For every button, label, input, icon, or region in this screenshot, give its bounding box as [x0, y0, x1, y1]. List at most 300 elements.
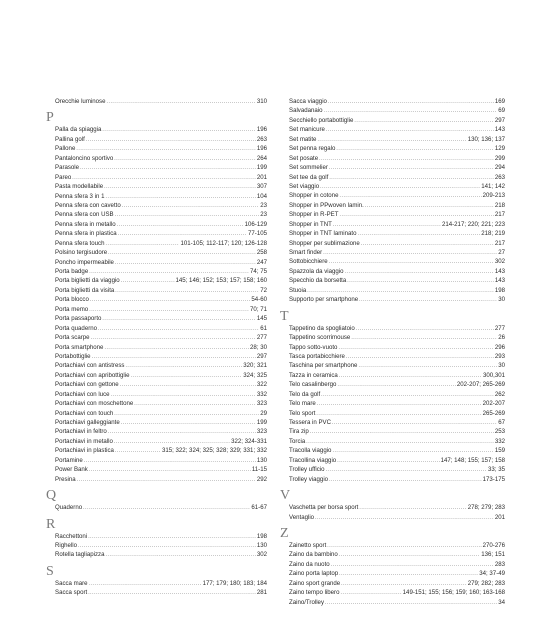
- entry-name: Set viaggio: [289, 182, 320, 190]
- entry-pages: 277: [256, 334, 267, 342]
- entry-pages: 315; 322; 324; 325; 328; 329; 331; 332: [161, 447, 267, 455]
- index-entry: [289, 333, 505, 342]
- entry-pages: 201: [256, 173, 267, 181]
- entry-pages: 265-269: [482, 409, 505, 417]
- entry-name: Telo sport: [289, 409, 316, 417]
- entry-name: Portachiavi in metallo: [55, 437, 113, 445]
- dot-leader: [78, 542, 256, 551]
- dot-leader: [80, 164, 256, 173]
- entry-name: Zainetto sport: [289, 541, 327, 549]
- index-entry: [289, 456, 505, 465]
- index-entry: [289, 550, 505, 559]
- dot-leader: [356, 325, 494, 334]
- entry-pages: 61: [260, 324, 267, 332]
- index-entry: [289, 267, 505, 276]
- entry-pages: 270-276: [482, 541, 505, 549]
- entry-pages: 130: [256, 456, 267, 464]
- entry-pages: 74; 75: [250, 268, 267, 275]
- dot-leader: [89, 580, 202, 589]
- dot-leader: [83, 504, 250, 513]
- entry-name: Sacca viaggio: [289, 98, 327, 105]
- entry-name: Telo da golf: [289, 390, 321, 398]
- dot-leader: [91, 334, 256, 343]
- entry-pages: 72: [260, 286, 267, 294]
- entry-name: Tracolla viaggio: [289, 447, 332, 455]
- index-entry: [55, 182, 267, 191]
- section-letter: Z: [280, 525, 289, 541]
- index-entry: [289, 569, 505, 578]
- entry-name: Power Bank: [55, 466, 88, 474]
- dot-leader: [359, 296, 497, 305]
- entry-pages: 33; 35: [488, 466, 505, 474]
- index-entry: [289, 588, 505, 597]
- index-entry: [289, 541, 505, 550]
- entry-name: Pareo: [55, 173, 72, 181]
- index-entry: [55, 97, 267, 106]
- dot-leader: [320, 183, 480, 192]
- entry-name: Porta biglietti da viaggio: [55, 277, 120, 285]
- entry-name: Polsino tergisudore: [55, 249, 108, 257]
- dot-leader: [359, 504, 466, 513]
- entry-name: Tazza in ceramica: [289, 371, 338, 379]
- dot-leader: [315, 514, 494, 523]
- index-entry: [289, 343, 505, 352]
- index-entry: [55, 267, 267, 276]
- entry-name: Porta scarpe: [55, 334, 90, 342]
- index-entry: [55, 418, 267, 427]
- entry-name: Zaino da nuoto: [289, 560, 330, 568]
- entry-pages: 332: [256, 390, 267, 398]
- entry-pages: 149-151; 155; 156; 159; 160; 163-168: [402, 589, 505, 597]
- dot-leader: [86, 136, 256, 145]
- dot-leader: [354, 117, 493, 126]
- dot-leader: [115, 287, 259, 296]
- index-entry: [55, 532, 267, 541]
- dot-leader: [358, 230, 481, 239]
- dot-leader: [104, 344, 249, 353]
- entry-pages: 54-60: [251, 296, 267, 304]
- dot-leader: [108, 249, 256, 258]
- entry-pages: 253: [494, 428, 505, 436]
- index-entry: [55, 409, 267, 418]
- dot-leader: [89, 466, 251, 475]
- entry-pages: 292: [256, 475, 267, 483]
- entry-pages: 145: [256, 315, 267, 323]
- index-entry: [289, 229, 505, 238]
- entry-name: Ventaglio: [289, 513, 315, 521]
- index-entry: [289, 446, 505, 455]
- entry-name: Smart finder: [289, 249, 323, 256]
- index-entry: [55, 248, 267, 257]
- entry-name: Set sommelier: [289, 164, 328, 172]
- entry-pages: 196: [256, 145, 267, 153]
- entry-name: Porta blocco: [55, 296, 89, 304]
- index-entry: [289, 154, 505, 163]
- entry-name: Spazzola da viaggio: [289, 267, 344, 275]
- index-entry: [55, 173, 267, 182]
- dot-leader: [131, 372, 243, 381]
- index-entry: [289, 116, 505, 125]
- index-entry: [55, 192, 267, 201]
- index-entry: [289, 191, 505, 200]
- entry-name: Portachiavi con antistress: [55, 362, 125, 370]
- entry-name: Trolley ufficio: [289, 466, 325, 474]
- index-column-left: [46, 97, 267, 598]
- index-entry: [289, 97, 505, 106]
- index-entry: [289, 286, 505, 295]
- index-entry: [55, 541, 267, 550]
- entry-pages: 332: [494, 437, 505, 445]
- entry-pages: 34: [498, 598, 505, 606]
- dot-leader: [106, 98, 255, 107]
- entry-pages: 27: [498, 249, 505, 256]
- section-letter: V: [280, 488, 291, 504]
- entry-name: Porta badge: [55, 268, 89, 275]
- entry-pages: 130: [256, 541, 267, 549]
- entry-name: Portachiavi con gettone: [55, 381, 119, 389]
- entry-name: Porta passaporto: [55, 315, 102, 323]
- entry-name: Secchiello portabottiglie: [289, 116, 354, 124]
- dot-leader: [317, 400, 482, 409]
- entry-name: Porta memo: [55, 305, 89, 313]
- entry-name: Zaino/Trolley: [289, 598, 324, 606]
- dot-leader: [114, 155, 256, 164]
- dot-leader: [340, 589, 401, 598]
- dot-leader: [134, 400, 256, 409]
- dot-leader: [339, 551, 480, 560]
- index-entry: [289, 513, 505, 522]
- entry-pages: 129: [494, 145, 505, 153]
- entry-name: Tappo sotto-vuoto: [289, 343, 338, 351]
- index-entry: [55, 371, 267, 380]
- entry-name: Set matite: [289, 135, 317, 143]
- dot-leader: [125, 362, 242, 371]
- entry-pages: 320; 321: [243, 362, 267, 370]
- entry-name: Pasta modellabile: [55, 183, 104, 191]
- dot-leader: [323, 249, 497, 258]
- entry-name: Quaderno: [55, 504, 83, 512]
- entry-name: Shopper in PPwoven lamin.: [289, 201, 364, 209]
- entry-pages: 23: [260, 201, 267, 209]
- entry-name: Sacca mare: [55, 579, 88, 587]
- dot-leader: [115, 447, 161, 456]
- entry-name: Shopper in TNT laminato: [289, 230, 357, 238]
- entry-name: Penna sfera in metallo: [55, 220, 116, 228]
- entry-name: Righello: [55, 541, 78, 549]
- entry-pages: 199: [256, 419, 267, 426]
- entry-pages: 77-105: [248, 230, 267, 238]
- entry-pages: 199: [256, 164, 267, 172]
- entry-pages: 145; 146; 152; 153; 157; 158; 160: [175, 277, 267, 285]
- index-entry: [55, 588, 267, 597]
- entry-name: Tappetino da spogliatoio: [289, 324, 355, 332]
- dot-leader: [120, 381, 256, 390]
- dot-leader: [347, 277, 494, 286]
- index-entry: [289, 390, 505, 399]
- index-entry: [55, 399, 267, 408]
- entry-pages: 104: [256, 192, 267, 200]
- index-entry: [55, 380, 267, 389]
- entry-name: Portachiavi con moschettone: [55, 400, 134, 408]
- entry-name: Taschina per smartphone: [289, 362, 358, 370]
- entry-pages: 302: [256, 551, 267, 559]
- dot-leader: [89, 306, 249, 315]
- entry-name: Portachiavi in plastica: [55, 447, 114, 455]
- entry-name: Portachiavi in feltro: [55, 428, 107, 436]
- entry-pages: 294: [494, 164, 505, 172]
- index-entry: [289, 276, 505, 285]
- entry-pages: 30: [498, 362, 505, 370]
- index-entry: [55, 456, 267, 465]
- index-entry: [55, 163, 267, 172]
- entry-pages: 300,301: [482, 371, 505, 379]
- index-entry: [55, 437, 267, 446]
- section-letter: S: [46, 563, 54, 579]
- index-entry: [55, 125, 267, 134]
- entry-pages: 278; 279; 283: [467, 504, 505, 512]
- index-entry: [55, 446, 267, 455]
- entry-pages: 297: [256, 352, 267, 360]
- index-entry: [289, 465, 505, 474]
- entry-name: Salvadanaio: [289, 107, 323, 115]
- entry-name: Pantaloncino sportivo: [55, 154, 114, 162]
- index-entry: [55, 465, 267, 474]
- entry-name: Shopper in cotone: [289, 192, 339, 200]
- dot-leader: [115, 259, 256, 268]
- index-entry: [289, 239, 505, 248]
- entry-name: Zaino tempo libero: [289, 589, 340, 597]
- dot-leader: [104, 183, 256, 192]
- entry-pages: 34; 37-49: [479, 570, 505, 578]
- entry-pages: 198: [494, 286, 505, 294]
- index-entry: [289, 371, 505, 380]
- dot-leader: [319, 155, 494, 164]
- entry-pages: 279; 282; 283: [467, 579, 505, 587]
- dot-leader: [105, 240, 179, 249]
- section-letter: T: [280, 308, 289, 324]
- index-entry: [289, 324, 505, 333]
- dot-leader: [332, 419, 497, 428]
- entry-pages: 29: [260, 409, 267, 417]
- entry-pages: 262: [494, 390, 505, 398]
- index-entry: [289, 352, 505, 361]
- entry-pages: 136; 151: [481, 551, 505, 559]
- index-entry: [289, 182, 505, 191]
- dot-leader: [310, 428, 494, 437]
- index-entry: [289, 418, 505, 427]
- entry-pages: 101-105; 112-117; 120; 126-128: [180, 239, 267, 247]
- dot-leader: [321, 391, 494, 400]
- index-entry: [55, 229, 267, 238]
- dot-leader: [358, 362, 497, 371]
- entry-pages: 130; 136; 137: [467, 135, 505, 143]
- index-entry: [55, 333, 267, 342]
- entry-name: Porta quaderno: [55, 324, 98, 332]
- dot-leader: [327, 542, 481, 551]
- entry-pages: 173-175: [482, 475, 505, 483]
- index-entry: [289, 437, 505, 446]
- entry-pages: 283: [494, 560, 505, 568]
- entry-name: Orecchie luminose: [55, 98, 106, 105]
- dot-leader: [317, 136, 466, 145]
- dot-leader: [329, 258, 494, 267]
- index-entry: [55, 324, 267, 333]
- entry-pages: 299: [494, 154, 505, 162]
- index-entry: [289, 475, 505, 484]
- entry-pages: 209-213: [482, 192, 505, 200]
- index-entry: [55, 305, 267, 314]
- index-entry: [55, 135, 267, 144]
- entry-name: Trolley viaggio: [289, 475, 329, 483]
- entry-pages: 147; 148; 155; 157; 158: [440, 456, 505, 464]
- entry-name: Specchio da borsetta: [289, 277, 347, 285]
- entry-name: Zaino da bambino: [289, 551, 338, 559]
- index-entry: [55, 579, 267, 588]
- entry-name: Rotella tagliapizza: [55, 551, 105, 559]
- section-letter: Q: [46, 488, 57, 504]
- entry-pages: 61-67: [251, 504, 267, 512]
- dot-leader: [351, 334, 497, 343]
- index-entry: [289, 125, 505, 134]
- dot-leader: [121, 277, 175, 286]
- entry-pages: 264: [256, 154, 267, 162]
- entry-name: Supporto per smartphone: [289, 296, 359, 304]
- entry-name: Shopper per sublimazione: [289, 239, 360, 247]
- entry-pages: 323: [256, 428, 267, 436]
- index-entry: [289, 220, 505, 229]
- index-entry: [55, 201, 267, 210]
- entry-pages: 277: [494, 324, 505, 332]
- entry-pages: 218; 219: [481, 230, 505, 238]
- dot-leader: [326, 466, 487, 475]
- entry-pages: 143: [494, 277, 505, 285]
- entry-pages: 196: [256, 126, 267, 134]
- entry-name: Tracollina viaggio: [289, 456, 337, 464]
- entry-pages: 296: [494, 343, 505, 351]
- entry-name: Tessera in PVC: [289, 419, 331, 426]
- entry-name: Stuoia: [289, 286, 307, 294]
- entry-name: Telo mare: [289, 400, 316, 408]
- index-entry: [289, 248, 505, 257]
- entry-pages: 177; 179; 180; 183; 184: [202, 579, 267, 587]
- index-entry: [289, 560, 505, 569]
- dot-leader: [105, 193, 255, 202]
- entry-pages: 70; 71: [250, 305, 267, 313]
- index-entry: [55, 475, 267, 484]
- dot-leader: [105, 551, 255, 560]
- entry-pages: 322; 324-331: [231, 437, 267, 445]
- entry-name: Portachiavi galleggiante: [55, 419, 120, 426]
- entry-name: Penna sfera in plastica: [55, 230, 117, 238]
- entry-name: Vaschetta per borsa sport: [289, 504, 359, 512]
- section-letter: R: [46, 516, 56, 532]
- index-entry: [55, 286, 267, 295]
- entry-pages: 69: [498, 107, 505, 115]
- entry-name: Penna sfera touch: [55, 239, 105, 247]
- entry-name: Presina: [55, 475, 76, 483]
- dot-leader: [90, 296, 251, 305]
- entry-pages: 263: [256, 135, 267, 143]
- dot-leader: [329, 476, 482, 485]
- entry-pages: 198: [256, 532, 267, 540]
- dot-leader: [338, 344, 493, 353]
- dot-leader: [337, 457, 439, 466]
- index-entry: [55, 258, 267, 267]
- entry-pages: 310: [256, 98, 267, 105]
- dot-leader: [88, 533, 256, 542]
- dot-leader: [114, 410, 259, 419]
- index-entry: [289, 163, 505, 172]
- entry-name: Tasca portabicchiere: [289, 352, 345, 360]
- entry-name: Poncho impermeabile: [55, 258, 114, 266]
- section-letter: P: [46, 110, 54, 126]
- entry-name: Porta smartphone: [55, 343, 104, 351]
- dot-leader: [306, 438, 494, 447]
- entry-pages: 217: [494, 239, 505, 247]
- index-entry: [289, 598, 505, 607]
- entry-name: Pallone: [55, 145, 76, 153]
- dot-leader: [102, 126, 255, 135]
- entry-pages: 281: [256, 589, 267, 597]
- entry-pages: 159: [494, 447, 505, 455]
- entry-pages: 106-129: [244, 220, 267, 228]
- dot-leader: [365, 202, 494, 211]
- entry-pages: 23: [260, 211, 267, 219]
- index-entry: [289, 579, 505, 588]
- index-entry: [289, 409, 505, 418]
- entry-pages: 302: [494, 258, 505, 266]
- entry-name: Set posate: [289, 154, 319, 162]
- index-entry: [289, 144, 505, 153]
- dot-leader: [77, 476, 256, 485]
- entry-pages: 30: [498, 296, 505, 304]
- index-entry: [55, 220, 267, 229]
- entry-name: Sacca sport: [55, 589, 88, 597]
- index-entry: [289, 399, 505, 408]
- entry-name: Portachiavi con apribottiglie: [55, 371, 130, 379]
- entry-pages: 293: [494, 352, 505, 360]
- entry-pages: 67: [498, 419, 505, 426]
- dot-leader: [346, 353, 494, 362]
- dot-leader: [337, 381, 455, 390]
- index-entry: [55, 361, 267, 370]
- entry-name: Penna sfera 3 in 1: [55, 192, 105, 200]
- entry-name: Tappetino scorrimouse: [289, 334, 351, 342]
- index-entry: [55, 390, 267, 399]
- entry-name: Telo casalinbergo: [289, 381, 337, 389]
- index-entry: [55, 239, 267, 248]
- entry-pages: 143: [494, 126, 505, 134]
- entry-pages: 26: [498, 334, 505, 342]
- entry-name: Porta biglietti da visita: [55, 286, 115, 294]
- dot-leader: [336, 145, 493, 154]
- entry-pages: 263: [494, 173, 505, 181]
- dot-leader: [339, 570, 478, 579]
- entry-pages: 202-207; 265-269: [456, 381, 505, 389]
- dot-leader: [325, 599, 497, 608]
- entry-name: Set tee da golf: [289, 173, 329, 181]
- index-entry: [289, 201, 505, 210]
- dot-leader: [328, 98, 494, 107]
- dot-leader: [115, 211, 260, 220]
- entry-name: Shopper in R-PET: [289, 211, 339, 219]
- entry-pages: 217: [494, 211, 505, 219]
- entry-name: Tira zip: [289, 428, 309, 436]
- dot-leader: [117, 221, 244, 230]
- index-entry: [55, 503, 267, 512]
- entry-pages: 247: [256, 258, 267, 266]
- entry-name: Zaino sport grande: [289, 579, 341, 587]
